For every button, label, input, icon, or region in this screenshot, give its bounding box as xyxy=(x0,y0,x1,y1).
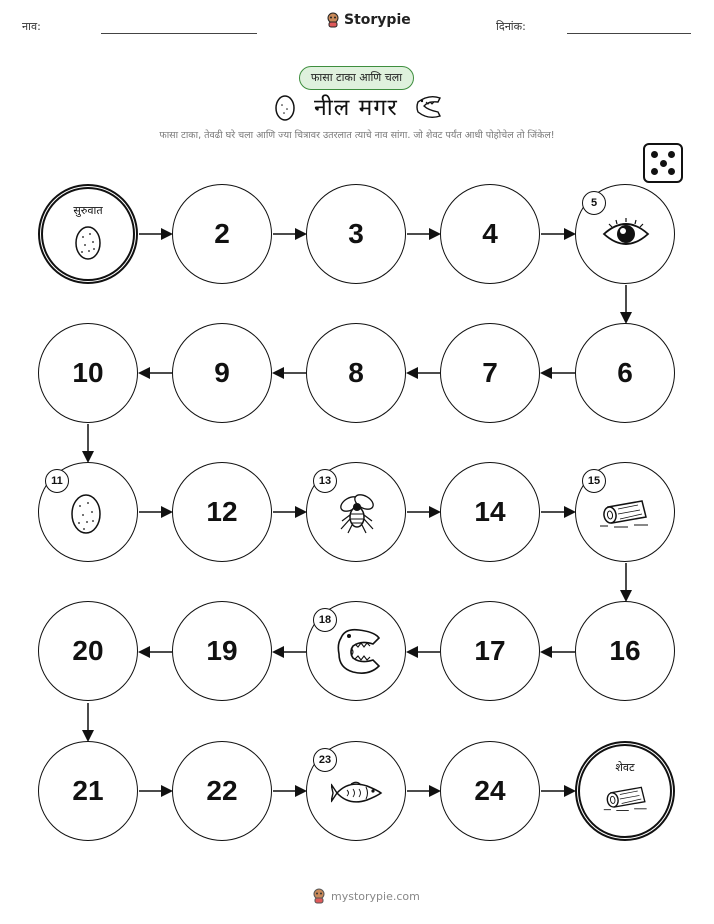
activity-tag: फासा टाका आणि चला xyxy=(299,66,414,90)
cell-number: 7 xyxy=(482,357,498,388)
name-label: नाव: xyxy=(22,20,41,33)
cell-number: 10 xyxy=(72,357,104,388)
board-cell-3[interactable] xyxy=(306,184,406,284)
cell-number: 21 xyxy=(72,775,104,806)
cell-number: 14 xyxy=(474,496,506,527)
cell-number: 22 xyxy=(206,775,238,806)
board-cell-15[interactable] xyxy=(575,462,675,562)
cell-badge: 15 xyxy=(582,469,606,493)
board-cell-10[interactable] xyxy=(38,323,138,423)
board-cell-22[interactable] xyxy=(172,741,272,841)
egg-icon xyxy=(74,223,102,261)
cell-badge: 11 xyxy=(45,469,69,493)
brand-name: Storypie xyxy=(344,12,411,28)
board-cell-5[interactable] xyxy=(575,184,675,284)
fly-icon xyxy=(332,490,382,536)
board-cell-18[interactable] xyxy=(306,601,406,701)
cell-number: 6 xyxy=(617,357,633,388)
cell-number: 9 xyxy=(214,357,230,388)
cell-number: 17 xyxy=(474,635,506,666)
start-label: सुरुवात xyxy=(73,204,103,217)
cell-number: 3 xyxy=(348,218,364,249)
cell-badge: 23 xyxy=(313,748,337,772)
footer xyxy=(312,888,420,904)
log-icon xyxy=(598,499,654,529)
cell-number: 8 xyxy=(348,357,364,388)
cell-number: 2 xyxy=(214,218,230,249)
board-cell-4[interactable] xyxy=(440,184,540,284)
board-cell-13[interactable] xyxy=(306,462,406,562)
cell-number: 19 xyxy=(206,635,238,666)
cell-number: 20 xyxy=(72,635,104,666)
egg-icon xyxy=(70,491,102,535)
brand-mascot-icon xyxy=(312,888,326,904)
cell-badge: 5 xyxy=(582,191,606,215)
cell-badge: 13 xyxy=(313,469,337,493)
board-cell-6[interactable] xyxy=(575,323,675,423)
date-label: दिनांक: xyxy=(496,20,526,33)
board-cell-19[interactable] xyxy=(172,601,272,701)
crocodile-icon xyxy=(333,626,383,678)
instructions-text: फासा टाका, तेवढी घरे चला आणि ज्या चित्रावर उतरलात त्याचे नाव सांगा. जो शेवट पर्यंत आधी पोहोचेल तो जिंकेल! xyxy=(159,130,555,141)
board-cell-2[interactable] xyxy=(172,184,272,284)
board-cell-11[interactable] xyxy=(38,462,138,562)
eye-icon xyxy=(601,218,651,250)
board-cell-7[interactable] xyxy=(440,323,540,423)
board-cell-17[interactable] xyxy=(440,601,540,701)
log-icon xyxy=(602,784,652,814)
cell-badge: 18 xyxy=(313,608,337,632)
board-cell-end[interactable] xyxy=(575,741,675,841)
fish-icon xyxy=(331,778,385,808)
board-cell-23[interactable] xyxy=(306,741,406,841)
cell-number: 12 xyxy=(206,496,238,527)
footer-site[interactable]: mystorypie.com xyxy=(331,889,420,903)
cell-number: 16 xyxy=(609,635,641,666)
cell-number: 4 xyxy=(482,218,498,249)
page-title: नील मगर xyxy=(314,95,398,121)
board-cell-24[interactable] xyxy=(440,741,540,841)
board-cell-9[interactable] xyxy=(172,323,272,423)
board-cell-20[interactable] xyxy=(38,601,138,701)
cell-number: 24 xyxy=(474,775,506,806)
board-cell-12[interactable] xyxy=(172,462,272,562)
board-cell-start[interactable] xyxy=(38,184,138,284)
board-cell-14[interactable] xyxy=(440,462,540,562)
end-label: शेवट xyxy=(615,761,635,774)
board-cell-21[interactable] xyxy=(38,741,138,841)
board-cell-16[interactable] xyxy=(575,601,675,701)
board-cell-8[interactable] xyxy=(306,323,406,423)
